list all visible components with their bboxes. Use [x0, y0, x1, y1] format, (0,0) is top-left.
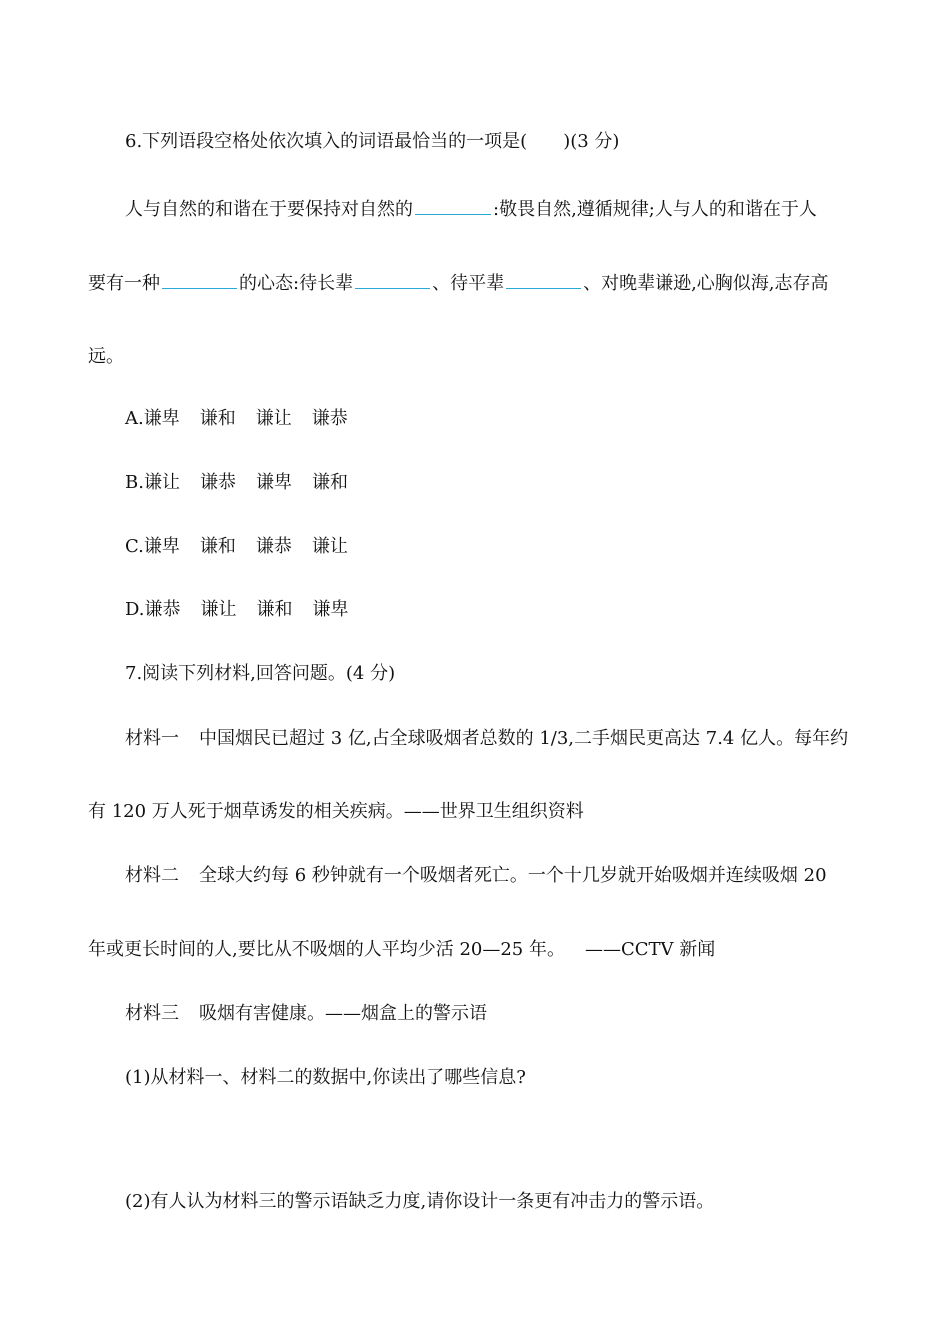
q6-passage-text: 、待平辈: [432, 273, 505, 294]
option-word: 谦让: [200, 599, 237, 620]
material-1-line-2: 有 120 万人死于烟草诱发的相关疾病。——世界卫生组织资料: [88, 801, 584, 822]
material-text: 中国烟民已超过 3 亿,占全球吸烟者总数的 1/3,二手烟民更高达 7.4 亿人。每年约: [199, 728, 849, 749]
option-letter: B.: [125, 472, 144, 493]
option-word: 谦卑: [143, 536, 180, 557]
material-label: 材料三: [125, 1003, 179, 1024]
q6-passage-text: :敬畏自然,遵循规律;人与人的和谐在于人: [493, 199, 817, 220]
q6-passage-text: 的心态:待长辈: [239, 273, 354, 294]
option-word: 谦恭: [311, 408, 348, 429]
material-label: 材料一: [125, 728, 179, 749]
option-letter: C.: [125, 536, 144, 557]
option-letter: D.: [125, 599, 145, 620]
q6-passage-line-1: [125, 196, 817, 222]
fill-blank-2[interactable]: [162, 270, 237, 289]
option-word: 谦恭: [144, 599, 181, 620]
material-source: ——CCTV 新闻: [584, 939, 716, 960]
option-word: 谦和: [256, 599, 293, 620]
q6-passage-text: 人与自然的和谐在于要保持对自然的: [125, 199, 413, 220]
option-word: 谦让: [143, 472, 180, 493]
material-2-line-1: [125, 864, 827, 888]
fill-blank-3[interactable]: [355, 270, 430, 289]
option-word: 谦恭: [255, 536, 292, 557]
q6-passage-line-2: [88, 270, 829, 296]
q6-passage-text: 要有一种: [88, 273, 160, 294]
option-word: 谦卑: [255, 472, 292, 493]
option-word: 谦和: [199, 536, 236, 557]
option-word: 谦卑: [312, 599, 349, 620]
material-label: 材料二: [125, 865, 179, 886]
q7-sub-question-2: (2)有人认为材料三的警示语缺乏力度,请你设计一条更有冲击力的警示语。: [125, 1191, 715, 1212]
q7-stem: 7.阅读下列材料,回答问题。(4 分): [125, 663, 396, 684]
option-c[interactable]: [125, 535, 348, 559]
material-text: 全球大约每 6 秒钟就有一个吸烟者死亡。一个十几岁就开始吸烟并连续吸烟 20: [199, 865, 827, 886]
q7-sub-question-1: (1)从材料一、材料二的数据中,你读出了哪些信息?: [125, 1067, 526, 1088]
option-d[interactable]: [125, 598, 349, 622]
q6-passage-text: 、对晚辈谦逊,心胸似海,志存高: [583, 273, 829, 294]
fill-blank-1[interactable]: [415, 196, 491, 215]
option-word: 谦让: [311, 536, 348, 557]
q6-stem: 6.下列语段空格处依次填入的词语最恰当的一项是( )(3 分): [125, 131, 620, 152]
material-2-line-2: [88, 938, 715, 962]
option-b[interactable]: [125, 471, 348, 495]
material-text: 年或更长时间的人,要比从不吸烟的人平均少活 20—25 年。: [88, 939, 565, 960]
option-word: 谦和: [311, 472, 348, 493]
option-word: 谦恭: [199, 472, 236, 493]
material-1-line-1: [125, 727, 848, 751]
option-letter: A.: [125, 408, 144, 429]
option-word: 谦让: [255, 408, 292, 429]
fill-blank-4[interactable]: [506, 270, 581, 289]
option-word: 谦卑: [143, 408, 180, 429]
q6-passage-line-3: 远。: [88, 346, 124, 367]
option-word: 谦和: [199, 408, 236, 429]
option-a[interactable]: [125, 407, 348, 431]
material-text: 吸烟有害健康。——烟盒上的警示语: [199, 1003, 487, 1024]
material-3: [125, 1002, 487, 1026]
